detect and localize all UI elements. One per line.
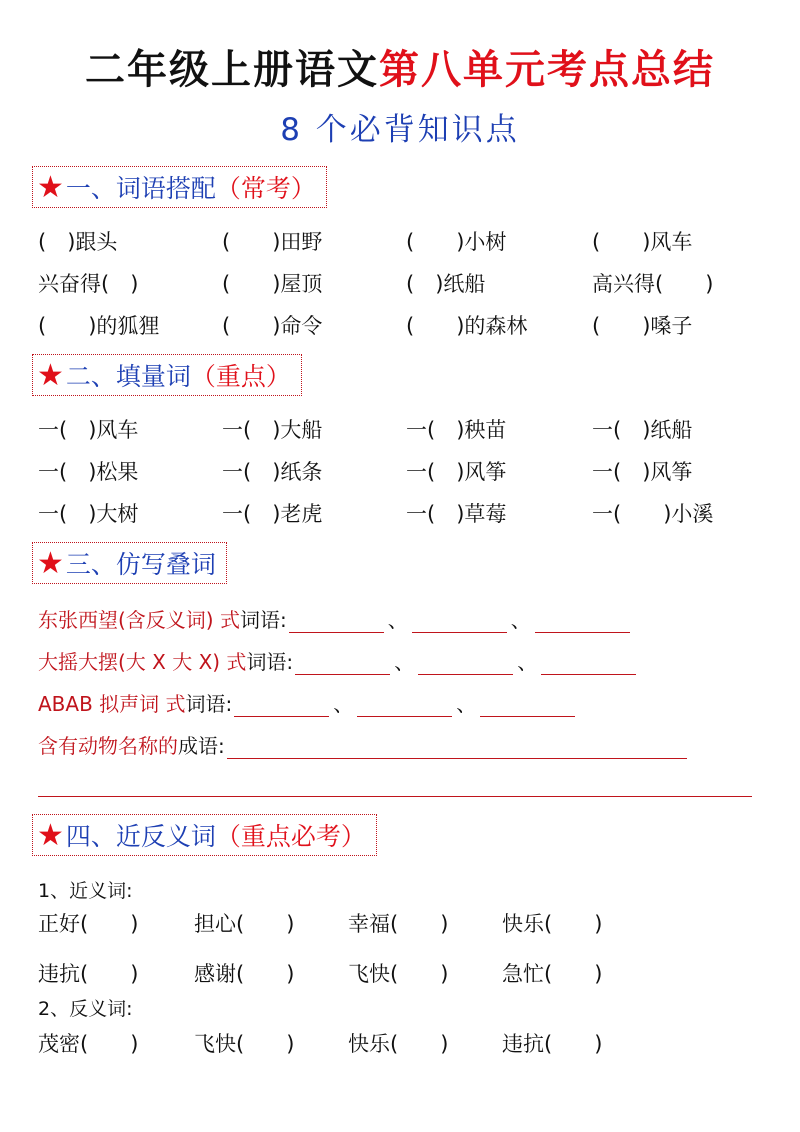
- section2-heading: 二、填量词: [65, 362, 191, 391]
- star-icon: ★: [37, 169, 64, 205]
- grid-cell: ( )的狐狸: [38, 314, 160, 338]
- grid-cell: 一( )大船: [222, 418, 323, 442]
- grid-cell: 一( )秧苗: [406, 418, 507, 442]
- separator: 、: [456, 692, 477, 716]
- grid-cell: 一( )风筝: [406, 460, 507, 484]
- imitation-line-2: [38, 646, 638, 675]
- section1-heading: 一、词语搭配: [65, 174, 216, 203]
- answer-blank[interactable]: [227, 738, 687, 759]
- separator: 、: [517, 650, 538, 674]
- section2-heading-box: [32, 354, 302, 396]
- star-icon: ★: [37, 545, 64, 581]
- section2-tag: （重点）: [190, 362, 291, 391]
- grid-cell: ( )屋顶: [222, 272, 323, 296]
- pattern-label: 东张西望(含反义词) 式: [38, 608, 240, 632]
- section3-heading: 三、仿写叠词: [65, 550, 216, 579]
- grid-cell: ( )田野: [222, 230, 323, 254]
- grid-cell: 一( )纸条: [222, 460, 323, 484]
- grid-cell: 一( )风筝: [592, 460, 693, 484]
- grid-cell: 违抗( ): [502, 1032, 603, 1056]
- title-red-part: 第八单元考点总结: [379, 47, 715, 93]
- grid-cell: 一( )松果: [38, 460, 139, 484]
- separator: 、: [510, 608, 531, 632]
- answer-blank[interactable]: [295, 654, 390, 675]
- separator: 、: [333, 692, 354, 716]
- grid-cell: 兴奋得( ): [38, 272, 139, 296]
- section3-heading-box: [32, 542, 227, 584]
- grid-cell: ( )风车: [592, 230, 693, 254]
- grid-cell: 快乐( ): [348, 1032, 449, 1056]
- grid-cell: ( )的森林: [406, 314, 528, 338]
- grid-cell: 一( )风车: [38, 418, 139, 442]
- star-icon: ★: [37, 357, 64, 393]
- grid-cell: 担心( ): [194, 912, 295, 936]
- answer-blank[interactable]: [480, 696, 575, 717]
- section1-tag: （常考）: [215, 174, 316, 203]
- idiom-prefix: 含有动物名称的: [38, 734, 178, 758]
- section4-heading-box: [32, 814, 377, 856]
- answer-blank[interactable]: [234, 696, 329, 717]
- answer-blank[interactable]: [357, 696, 452, 717]
- imitation-line-3: [38, 688, 577, 717]
- synonyms-label: 1、近义词:: [38, 880, 133, 902]
- section4-heading: 四、近反义词: [65, 822, 216, 851]
- page-title: [0, 38, 800, 95]
- separator: 、: [394, 650, 415, 674]
- star-icon: ★: [37, 817, 64, 853]
- grid-cell: ( )小树: [406, 230, 507, 254]
- grid-cell: 急忙( ): [502, 962, 603, 986]
- answer-blank[interactable]: [412, 612, 507, 633]
- separator: 、: [387, 608, 408, 632]
- grid-cell: 一( )纸船: [592, 418, 693, 442]
- answer-line[interactable]: [38, 796, 752, 797]
- grid-cell: 一( )老虎: [222, 502, 323, 526]
- answer-blank[interactable]: [289, 612, 384, 633]
- imitation-line-1: [38, 604, 632, 633]
- title-black-part: 二年级上册语文: [85, 47, 379, 93]
- grid-cell: ( )嗓子: [592, 314, 693, 338]
- words-label: 词语:: [239, 608, 287, 632]
- words-label: 词语:: [246, 650, 294, 674]
- antonyms-label: 2、反义词:: [38, 998, 133, 1020]
- words-label: 词语:: [185, 692, 233, 716]
- answer-blank[interactable]: [541, 654, 636, 675]
- grid-cell: 正好( ): [38, 912, 139, 936]
- grid-cell: 飞快( ): [194, 1032, 295, 1056]
- grid-cell: 一( )大树: [38, 502, 139, 526]
- grid-cell: 快乐( ): [502, 912, 603, 936]
- grid-cell: 感谢( ): [194, 962, 295, 986]
- grid-cell: 茂密( ): [38, 1032, 139, 1056]
- grid-cell: 一( )草莓: [406, 502, 507, 526]
- pattern-label: ABAB 拟声词 式: [38, 692, 186, 716]
- grid-cell: 高兴得( ): [592, 272, 714, 296]
- grid-cell: ( )跟头: [38, 230, 118, 254]
- grid-cell: 幸福( ): [348, 912, 449, 936]
- section1-heading-box: [32, 166, 327, 208]
- answer-blank[interactable]: [418, 654, 513, 675]
- grid-cell: 一( )小溪: [592, 502, 714, 526]
- idiom-line: [38, 730, 689, 759]
- section4-tag: （重点必考）: [215, 822, 366, 851]
- pattern-label: 大摇大摆(大 X 大 X) 式: [38, 650, 247, 674]
- idiom-suffix: 成语:: [178, 734, 225, 758]
- grid-cell: 飞快( ): [348, 962, 449, 986]
- grid-cell: 违抗( ): [38, 962, 139, 986]
- grid-cell: ( )纸船: [406, 272, 486, 296]
- answer-blank[interactable]: [535, 612, 630, 633]
- grid-cell: ( )命令: [222, 314, 323, 338]
- page-subtitle: 8 个必背知识点: [280, 112, 520, 148]
